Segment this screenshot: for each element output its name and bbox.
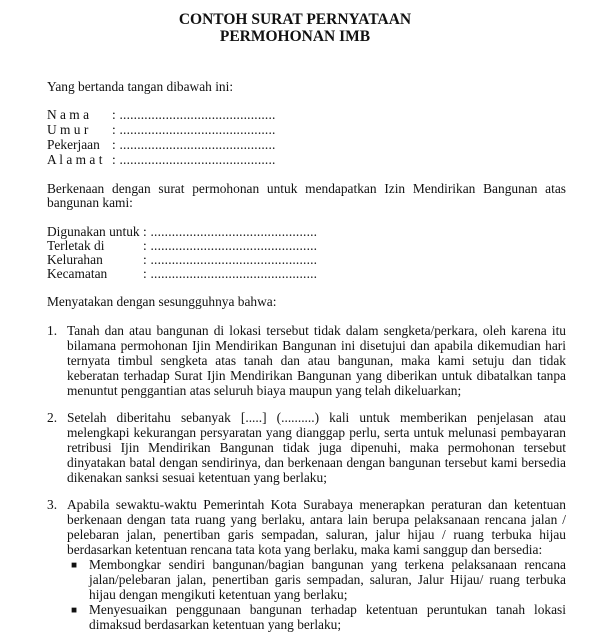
item-line: Tanah dan atau bangunan di lokasi tersebut tidak dalam sengketa/perkara, oleh karena itu <box>67 323 566 338</box>
field-value-alamat: : ............................................ <box>112 152 276 167</box>
sub-item-line: dimaksud berdasarkan ketentuan yang berlaku; <box>89 617 342 632</box>
field-label-nama: N a m a <box>47 107 90 122</box>
item-line: menuntut penggantian atas seluruh biaya maupun yang telah dikeluarkan; <box>67 383 462 398</box>
bullet-icon: ■ <box>71 605 78 616</box>
field-value-digunakan: : ............................................... <box>143 224 318 239</box>
intro-text: Yang bertanda tangan dibawah ini: <box>47 79 234 94</box>
field-value-terletak: : ............................................... <box>143 238 318 253</box>
sub-item-line: jalan/pelebaran jalan, penertiban garis sempadan, saluran, Jalur Hijau/ ruang terbuka <box>89 572 566 587</box>
item-line: berdasarkan ketentuan rencana tata kota yang berlaku, maka kami sanggup dan bersedia: <box>67 542 543 557</box>
field-label-kecamatan: Kecamatan <box>47 266 108 281</box>
purpose-line-1: Berkenaan dengan surat permohonan untuk mendapatkan Izin Mendirikan Bangunan atas <box>47 181 566 196</box>
declaration-text: Menyatakan dengan sesungguhnya bahwa: <box>47 294 277 309</box>
item-line: pelebaran jalan, penertiban garis sempadan, saluran, jalur hijau / ruang terbuka hijau <box>67 527 566 542</box>
item-number: 1. <box>47 323 58 338</box>
item-line: ternyata timbul sengketa atas tanah dan atau bangunan, maka kami setuju dan tidak <box>67 353 566 368</box>
item-line: bilamana permohonan Ijin Mendirikan Bangunan ini disetujui dan apabila dikemudian hari <box>67 338 566 353</box>
item-number: 3. <box>47 497 58 512</box>
field-label-terletak: Terletak di <box>47 238 105 253</box>
field-value-kelurahan: : ............................................... <box>143 252 318 267</box>
field-label-alamat: A l a m a t <box>47 152 103 167</box>
sub-item-line: Menyesuaikan penggunaan bangunan terhadap ketentuan peruntukan tanah lokasi <box>89 602 566 617</box>
item-line: dikenakan sanksi sesuai ketentuan yang berlaku; <box>67 470 327 485</box>
item-line: Apabila sewaktu-waktu Pemerintah Kota Surabaya menerapkan peraturan dan ketentuan <box>67 497 566 512</box>
field-value-pekerjaan: : ............................................ <box>112 137 276 152</box>
item-number: 2. <box>47 410 58 425</box>
field-label-kelurahan: Kelurahan <box>47 252 103 267</box>
field-value-umur: : ............................................ <box>112 122 276 137</box>
purpose-line-2: bangunan kami: <box>47 195 133 210</box>
document-subtitle: PERMOHONAN IMB <box>219 28 371 45</box>
sub-item-line: hijau dengan mengikuti ketentuan yang berlaku; <box>89 587 348 602</box>
field-label-umur: U m u r <box>47 122 89 137</box>
item-line: retribusi Ijin Mendirikan Bangunan tidak juga dipenuhi, maka permohonan tersebut <box>67 440 566 455</box>
field-value-kecamatan: : ............................................... <box>143 266 318 281</box>
sub-item-line: Membongkar sendiri bangunan/bagian bangunan yang terkena pelaksanaan rencana <box>89 557 566 572</box>
document-title: CONTOH SURAT PERNYATAAN <box>178 11 412 28</box>
field-label-digunakan: Digunakan untuk <box>47 224 140 239</box>
item-line: dinyatakan batal dengan sendirinya, dan berkenaan dengan bangunan tersebut kami bersedia <box>67 455 566 470</box>
item-line: melengkapi kekurangan persyaratan yang dianggap perlu, serta untuk melunasi pembayaran <box>67 425 566 440</box>
field-value-nama: : ............................................ <box>112 107 276 122</box>
item-line: berkenaan dengan tata ruang yang berlaku, antara lain berupa pelaksanaan rencana jalan / <box>67 512 566 527</box>
field-label-pekerjaan: Pekerjaan <box>47 137 100 152</box>
bullet-icon: ■ <box>71 560 78 571</box>
item-line: keberatan terhadap Surat Ijin Mendirikan Bangunan yang diberikan untuk dibatalkan tanpa <box>67 368 566 383</box>
item-line: Setelah diberitahu sebanyak [.....] (..........) kali untuk memberikan penjelasan atau <box>67 410 566 425</box>
